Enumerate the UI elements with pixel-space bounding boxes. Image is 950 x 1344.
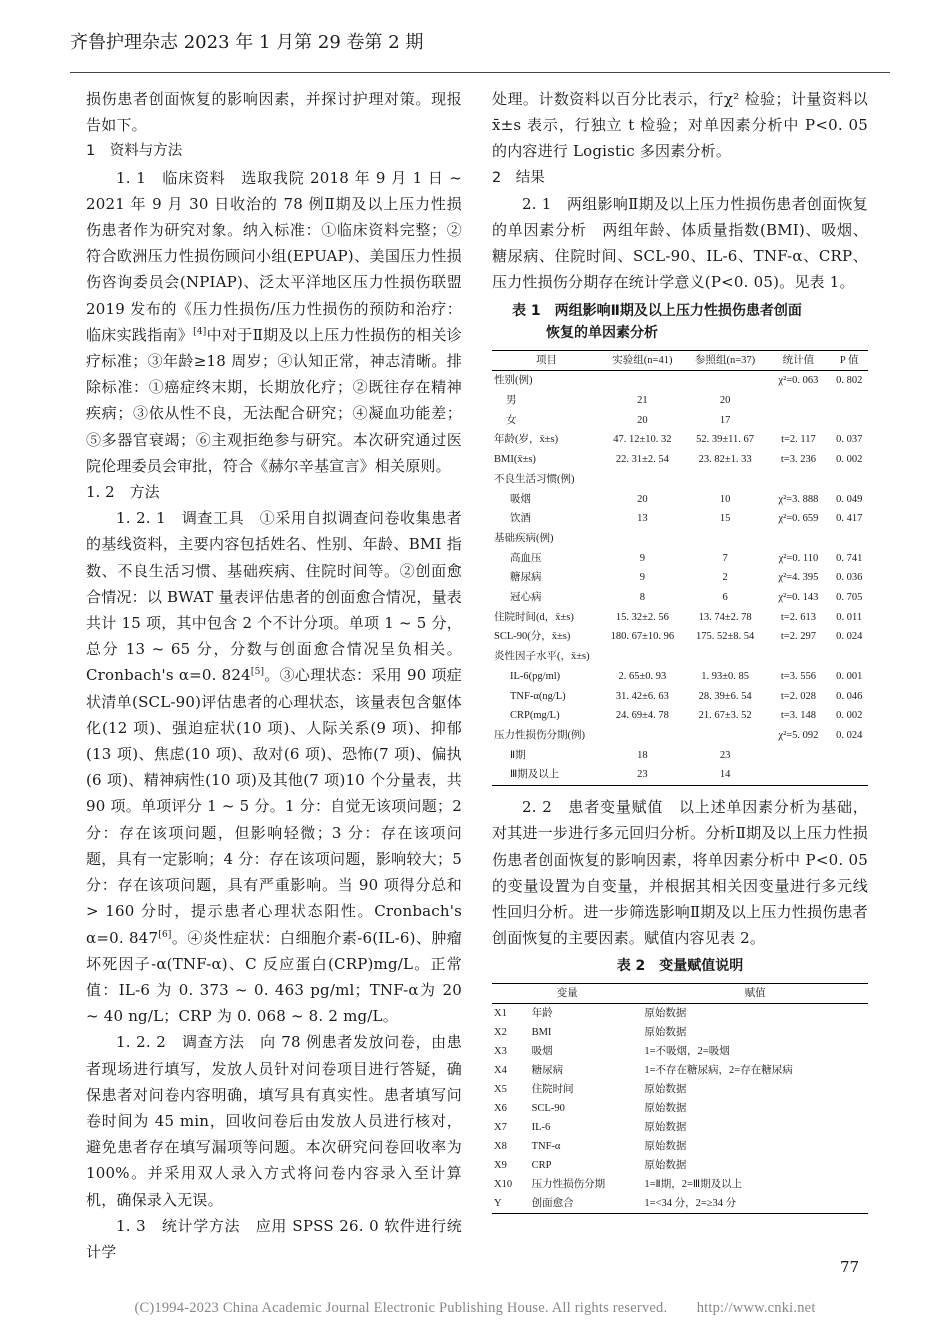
table2-cell-code: Y [492,1194,530,1214]
table1-row [492,726,868,746]
table2-row [492,1156,868,1175]
table1-row [492,371,868,391]
table1-cell-item: 女 [506,414,517,426]
table2-cell-name: 压力性损伤分期 [531,1179,606,1191]
statistics-paragraph-cont: 处理。计数资料以百分比表示，行χ² 检验；计量资料以 x̄±s 表示，行独立 t 检验；对单因素分析中 P<0. 05 的内容进行 Logistic 多因素分析。 [492,90,868,161]
table1-cell-b [684,647,767,667]
table1-cell-stat [766,765,830,785]
table2-cell-code: X4 [494,1065,507,1077]
table2-cell-code: X10 [494,1179,513,1191]
table1-row [492,549,868,569]
table2-cell-code: X8 [494,1141,507,1153]
table1-cell-b: 23 [719,749,731,761]
table2-row [492,1175,868,1194]
table2-cell-name: TNF-α [531,1141,561,1153]
table2-header-value: 赋值 [642,984,868,1004]
table2-cell-value: 原始数据 [644,1122,687,1134]
table2-row [492,1023,868,1042]
table1-cell-item: 饮酒 [510,513,531,525]
table1-cell-b: 20 [719,395,731,407]
table1-cell-p [830,529,868,549]
table1-cell-b: 1. 93±0. 85 [701,670,749,682]
table1-cell-b [684,470,767,490]
table1-cell-item: 不良生活习惯(例) [494,473,575,485]
table1-row [492,608,868,628]
citation-5[interactable]: [5] [250,667,265,678]
table1-cell-p: 0. 002 [836,710,863,722]
citation-6[interactable]: [6] [158,929,172,940]
table1-cell-stat: t=2. 117 [781,434,816,446]
table2-row [492,1118,868,1137]
table1-cell-p [830,470,868,490]
table1-cell-p [830,746,868,766]
table1-cell-b: 52. 39±11. 67 [696,434,755,446]
table2-cell-value: 原始数据 [644,1160,687,1172]
table1-cell-p: 0. 802 [836,375,863,387]
clinical-data-paragraph: 1. 1 临床资料 选取我院 2018 年 9 月 1 日 ~ 2021 年 9 月 30 日收治的 78 例Ⅱ期及以上压力性损伤患者作为研究对象。纳入标准：①临床资料完整；②符合欧洲压力性损伤顾问小组(EPUAP)、美国压力性损伤咨询委员会(NPIAP)、泛太平洋地区压力性损伤联盟 2019 发布的《压力性损伤/压力性损伤的预防和治疗：临床实践指南》[4]中对于Ⅱ期及以上压力性损伤的相关诊疗标准；③年龄≥18 周岁；④认知正常，神志清晰。排除标准：①癌症终末期，长期放化疗；②既往存在精神疾病；③依从性不良，无法配合研究；④凝血功能差；⑤多器官衰竭；⑥主观拒绝参与研究。本次研究通过医院伦理委员会审批，符合《赫尔辛基宣言》相关原则。 [86,168,462,475]
table1-cell-a: 13 [637,513,648,525]
table1-header-cell: 实验组(n=41) [601,350,684,371]
table1-cell-stat [766,391,830,411]
table1-cell-a: 23 [601,765,684,785]
table1-cell-item: 住院时间(d，x̄±s) [494,611,574,623]
table1-cell-a [601,371,684,391]
table1-header-cell: 统计值 [766,350,830,371]
table1-cell-stat: t=3. 556 [780,670,816,682]
table2-cell-code: X2 [494,1027,507,1039]
table1-cell-p: 0. 037 [836,434,863,446]
journal-header: 齐鲁护理杂志 2023 年 1 月第 29 卷第 2 期 [70,14,890,73]
table1-cell-item: CRP(mg/L) [510,710,560,722]
table1-cell-a: 18 [637,749,648,761]
table1-cell-stat: t=3. 236 [780,454,816,466]
table1-cell-item: 男 [506,395,517,407]
table1-cell-item: Ⅱ期 [510,749,526,761]
table2-cell-code: X3 [494,1046,507,1058]
table2-cell-value: 原始数据 [644,1027,687,1039]
table1-cell-item: 高血压 [510,552,542,564]
univariate-paragraph: 2. 1 两组影响Ⅱ期及以上压力性损伤患者创面恢复的单因素分析 两组年龄、体质量指数(BMI)、吸烟、糖尿病、住院时间、SCL-90、IL-6、TNF-α、CRP、压力性损伤分期存在统计学意义(P<0. 05)。见表 1。 [492,194,868,292]
table1-row [492,391,868,411]
table1-cell-b: 21. 67±3. 52 [698,710,752,722]
survey-method-paragraph: 1. 2. 2 调查方法 向 78 例患者发放问卷，由患者现场进行填写，发放人员针对问卷项目进行答疑，确保患者对问卷内容明确，填写具有真实性。患者填写问卷时间为 45 min，回收问卷后由发放人员进行核对，避免患者存在填写漏项等问题。本次研究问卷回收率为 100%。并采用双人录入方式将问卷内容录入至计算机，确保录入无误。 [86,1033,462,1209]
table2-cell-name: 糖尿病 [531,1065,564,1077]
table1-row [492,450,868,470]
table2-cell-name: BMI [531,1027,552,1039]
table2-cell-name: 创面愈合 [530,1194,643,1214]
table2-cell-value: 1=不吸烟，2=吸烟 [644,1046,730,1058]
survey-tools-paragraph: 1. 2. 1 调查工具 ①采用自拟调查问卷收集患者的基线资料，主要内容包括姓名、性别、年龄、BMI 指数、不良生活习惯、基础疾病、住院时间等。②创面愈合情况：以 BWAT 量表评估患者的创面愈合情况，量表共计 15 项，其中包含 2 个不计分项。单项 1 ~ 5 分，总分 13 ~ 65 分，分数与创面愈合情况呈负相关。Cronbach's α=0. 824[5]。③心理状态：采用 90 项症状清单(SCL-90)评估患者的心理状态，该量表包含躯体化(12 项)、强迫症状(10 项)、人际关系(9 项)、抑郁(13 项)、焦虑(10 项)、敌对(6 项)、恐怖(7 项)、偏执(6 项)、精神病性(10 项)及其他(7 项)10 个分量表，共 90 项。单项评分 1 ~ 5 分。1 分：自觉无该项问题；2 分：存在该项问题，但影响轻微；3 分：存在该项问题，具有一定影响；4 分：存在该项问题，影响较大；5 分：存在该项问题，具有严重影响。当 90 项得分总和 > 160 分时，提示患者心理状态阳性。Cronbach's α=0. 847[6]。④炎性症状：白细胞介素-6(IL-6)、肿瘤坏死因子-α(TNF-α)、C 反应蛋白(CRP)mg/L。正常值：IL-6 为 0. 373 ~ 0. 463 pg/ml；TNF-α为 20 ~ 40 ng/L；CRP 为 0. 068 ~ 8. 2 mg/L。 [86,509,463,1026]
table2-cell-value: 原始数据 [644,1103,687,1115]
table1-cell-item: TNF-α(ng/L) [510,690,566,702]
table1-cell-a [601,647,684,667]
table2-cell-value: 原始数据 [644,1084,687,1096]
table1-cell-a [601,529,684,549]
table1-cell-p: 0. 036 [836,572,863,584]
table1-cell-stat [766,647,830,667]
table1-cell-b: 13. 74±2. 78 [698,611,752,623]
table1-cell-p: 0. 011 [836,611,863,623]
table1-cell-stat [766,746,830,766]
table1-row [492,430,868,450]
statistics-paragraph-start: 1. 3 统计学方法 应用 SPSS 26. 0 软件进行统计学 [86,1216,462,1261]
table1-row [492,647,868,667]
table1-caption: 表 1 两组影响Ⅱ期及以上压力性损伤患者创面 恢复的单因素分析 [512,302,802,341]
table2-row [492,1099,868,1118]
table1-cell-p: 0. 049 [836,493,863,505]
section-heading-methods: 1 资料与方法 [86,143,183,160]
table1-cell-a: 47. 12±10. 32 [613,434,672,446]
table1-cell-p [830,765,868,785]
table1-cell-stat: χ²=4. 395 [778,572,819,584]
table1-row [492,687,868,707]
table2-cell-code: X5 [494,1084,507,1096]
table1-cell-item: SCL-90(分，x̄±s) [494,631,571,643]
table2-cell-value: 1=Ⅱ期，2=Ⅲ期及以上 [644,1179,743,1191]
table1-cell-item: Ⅲ期及以上 [492,765,601,785]
table1-cell-stat: t=3. 148 [780,710,816,722]
table1 [492,350,868,786]
variable-assignment-paragraph: 2. 2 患者变量赋值 以上述单因素分析为基础，对其进一步进行多元回归分析。分析Ⅱ期及以上压力性损伤患者创面恢复的影响因素，将单因素分析中 P<0. 05 的变量设置为自变量，并根据其相关因变量进行多元线性回归分析。进一步筛选影响Ⅱ期及以上压力性损伤患者创面恢复的主要因素。赋值内容见表 2。 [492,798,868,948]
table1-row [492,588,868,608]
right-column [492,86,868,1214]
table1-cell-p: 0. 024 [836,729,863,741]
table1-cell-a: 9 [639,572,646,584]
table1-cell-a [601,470,684,490]
table1-cell-p [830,391,868,411]
section-heading-results: 2 结果 [492,169,545,186]
table2-cell-code: X6 [494,1103,507,1115]
subsection-heading-method: 1. 2 方法 [86,483,160,502]
table1-cell-stat [766,470,830,490]
table1-cell-b: 23. 82±1. 33 [698,454,752,466]
table1-cell-a: 31. 42±6. 63 [615,690,669,702]
table1-cell-stat: χ²=0. 110 [778,552,819,564]
table1-cell-item: IL-6(pg/ml) [510,670,561,682]
table2 [492,983,868,1214]
table1-row [492,490,868,510]
table1-cell-a: 22. 31±2. 54 [615,454,669,466]
table1-cell-a: 20 [637,414,648,426]
table1-cell-item: 性别(例) [494,375,533,387]
table2-cell-value: 原始数据 [644,1141,687,1153]
table1-cell-a [601,726,684,746]
table1-cell-b [684,726,767,746]
table1-cell-a: 24. 69±4. 78 [615,710,669,722]
table2-cell-name: 住院时间 [531,1084,574,1096]
table1-cell-a: 180. 67±10. 96 [610,631,675,643]
table1-cell-item: 冠心病 [510,592,542,604]
left-column [86,86,462,1265]
table1-row [492,568,868,588]
table2-cell-value: 1=不存在糖尿病，2=存在糖尿病 [644,1065,793,1077]
table1-cell-p: 0. 741 [836,552,863,564]
table1-cell-p: 0. 001 [836,670,863,682]
table1-cell-item: BMI(x̄±s) [494,454,536,466]
table1-cell-b: 17 [719,414,731,426]
table1-cell-item: 年龄(岁，x̄±s) [494,434,559,446]
table2-cell-code: X7 [494,1122,507,1134]
table1-cell-stat: χ²=0. 063 [778,375,819,387]
table1-cell-a: 15. 32±2. 56 [615,611,669,623]
table1-cell-stat: χ²=3. 888 [778,493,819,505]
table2-cell-name: 吸烟 [531,1046,553,1058]
table1-row [492,529,868,549]
table1-row [492,627,868,647]
table1-cell-stat [766,411,830,431]
table1-cell-item: 压力性损伤分期(例) [494,729,585,741]
table1-cell-a: 21 [637,395,648,407]
table2-cell-code: X9 [494,1160,507,1172]
table1-cell-stat: t=2. 028 [780,690,816,702]
table1-cell-p: 0. 024 [836,631,863,643]
table1-cell-stat: t=2. 613 [780,611,816,623]
table2-header-variable: 变量 [492,984,642,1004]
table1-cell-item: 吸烟 [510,493,531,505]
table1-row [492,667,868,687]
table2-cell-name: IL-6 [531,1122,551,1134]
table2-cell-name: SCL-90 [531,1103,565,1115]
table2-row [492,1137,868,1156]
table1-cell-b [684,529,767,549]
table1-row [492,746,868,766]
table1-cell-stat [766,529,830,549]
table1-row [492,509,868,529]
table1-cell-b: 6 [722,592,728,604]
table2-row [492,1061,868,1080]
table1-row [492,706,868,726]
table2-row [492,1042,868,1061]
table1-cell-b: 10 [719,493,731,505]
table2-row [492,1194,868,1214]
table1-row [492,470,868,490]
table1-cell-stat: t=2. 297 [780,631,816,643]
table1-cell-stat: χ²=5. 092 [778,729,819,741]
citation-4[interactable]: [4] [193,326,207,337]
table1-header-cell: 参照组(n=37) [684,350,767,371]
table1-cell-b: 28. 39±6. 54 [698,690,752,702]
copyright-footer: (C)1994-2023 China Academic Journal Electronic Publishing House. All rights reserved. http://www.cnki.net [134,1300,816,1316]
intro-paragraph: 损伤患者创面恢复的影响因素，并探讨护理对策。现报告如下。 [86,90,462,135]
table1-cell-item: 基础疾病(例) [494,532,554,544]
table1-cell-p: 0. 417 [836,513,863,525]
table1-row [492,765,868,785]
table2-cell-code: X1 [494,1008,507,1020]
table1-row [492,411,868,431]
table1-cell-a: 8 [639,592,646,604]
table1-cell-b: 2 [722,572,728,584]
table1-cell-b: 14 [684,765,767,785]
table2-cell-name: CRP [531,1160,552,1172]
table1-cell-p: 0. 002 [836,454,863,466]
table2-caption: 表 2 变量赋值说明 [616,958,744,975]
table1-cell-item: 糖尿病 [510,572,542,584]
table1-cell-a: 9 [639,552,646,564]
table1-cell-a: 2. 65±0. 93 [618,670,667,682]
table1-cell-p: 0. 046 [836,690,863,702]
table1-cell-a: 20 [637,493,648,505]
table1-cell-stat: χ²=0. 659 [778,513,819,525]
table2-row [492,1004,868,1024]
table1-header-cell: P 值 [830,350,868,371]
table1-cell-p [830,647,868,667]
table1-cell-p [830,411,868,431]
table1-cell-b [684,371,767,391]
table1-cell-b: 175. 52±8. 54 [695,631,755,643]
table1-cell-b: 7 [722,552,728,564]
page-number: 77 [840,1258,860,1276]
table1-cell-stat: χ²=0. 143 [778,592,819,604]
table2-cell-value: 原始数据 [644,1008,687,1020]
table1-cell-b: 15 [719,513,731,525]
table2-cell-name: 年龄 [531,1008,553,1020]
table2-cell-value: 1=<34 分，2=≥34 分 [642,1194,868,1214]
table1-cell-item: 炎性因子水平(，x̄±s) [494,651,590,663]
table1-cell-p: 0. 705 [836,592,863,604]
table2-row [492,1080,868,1099]
table1-header-cell: 项目 [492,350,601,371]
